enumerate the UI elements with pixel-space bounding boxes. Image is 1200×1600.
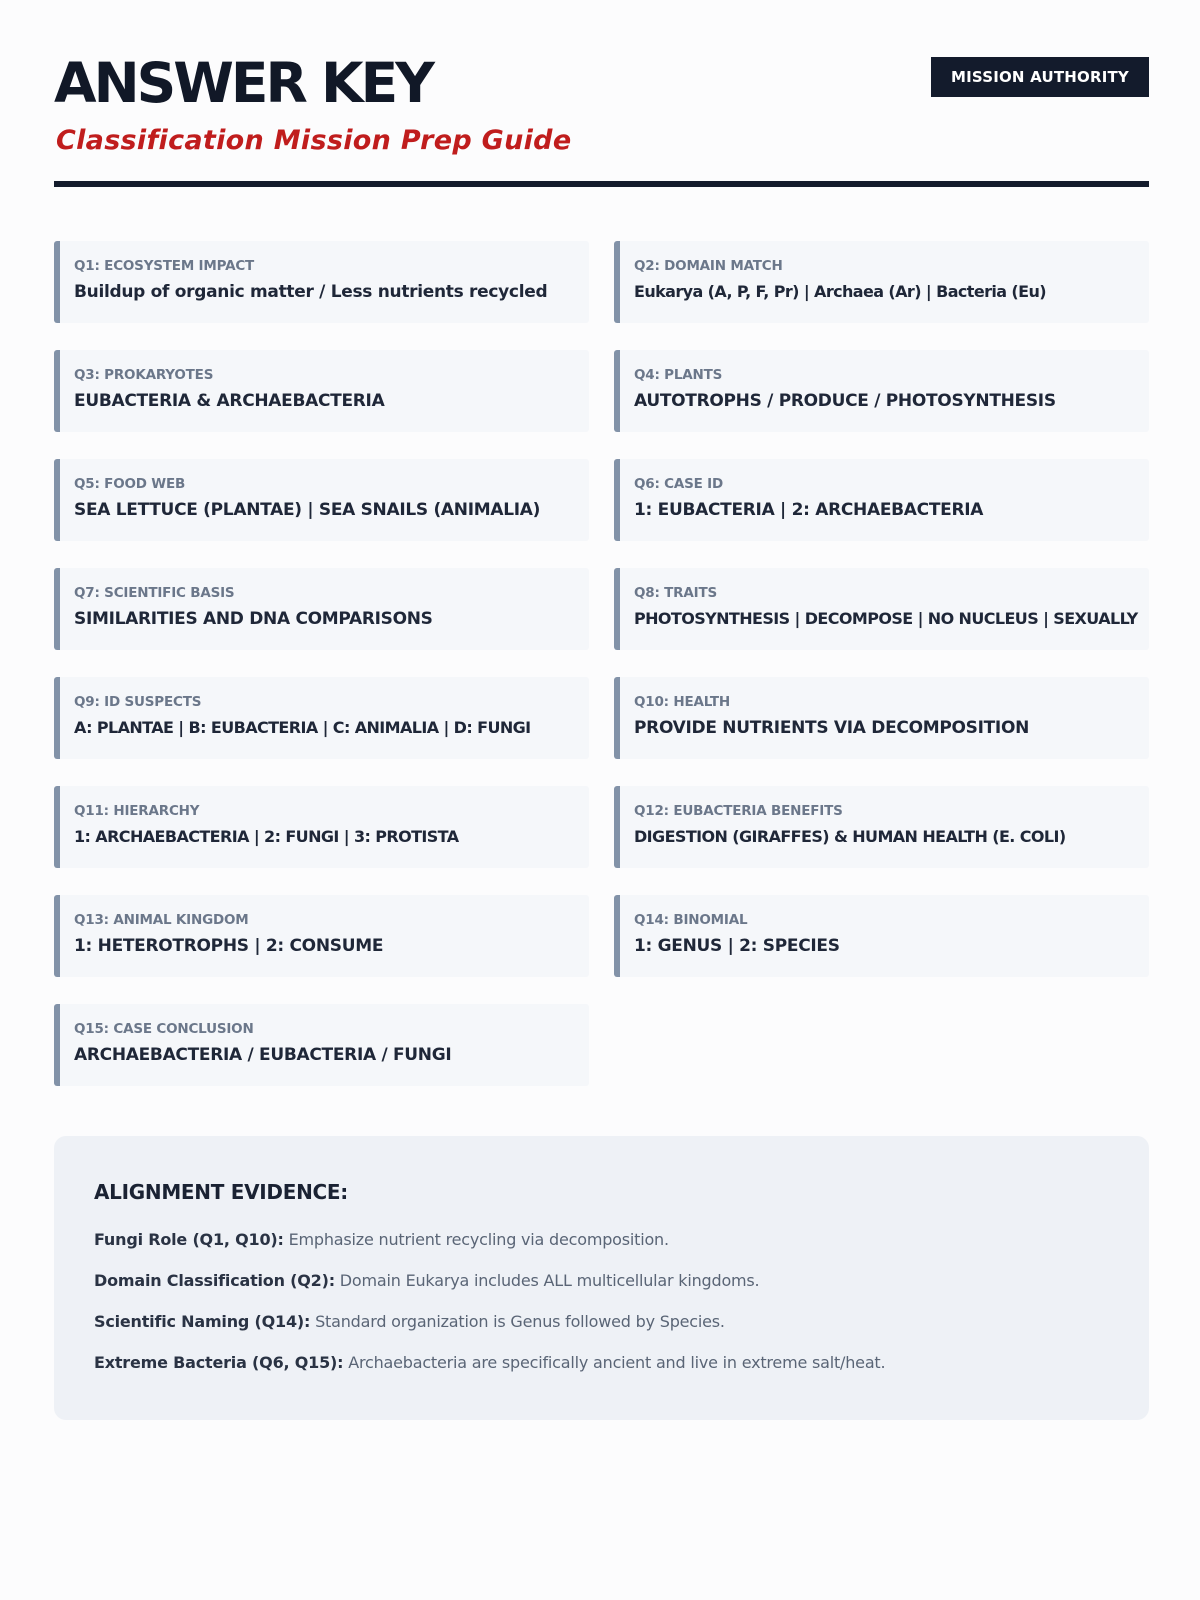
evidence-item	[94, 1271, 1109, 1291]
answer-card-q15	[54, 1004, 589, 1086]
question-label: Q3: PROKARYOTES	[74, 367, 214, 383]
evidence-item	[94, 1230, 1109, 1250]
question-label: Q10: HEALTH	[634, 694, 731, 710]
answer-card-q5	[54, 459, 589, 541]
evidence-text: Emphasize nutrient recycling via decomposition.	[283, 1230, 669, 1249]
evidence-item	[94, 1312, 1109, 1332]
evidence-text: Archaebacteria are specifically ancient and live in extreme salt/heat.	[343, 1353, 886, 1372]
answer-text: PHOTOSYNTHESIS | DECOMPOSE | NO NUCLEUS | SEXUALLY	[634, 609, 1138, 628]
question-label: Q1: ECOSYSTEM IMPACT	[74, 258, 255, 274]
question-label: Q14: BINOMIAL	[634, 912, 748, 928]
question-label: Q7: SCIENTIFIC BASIS	[74, 585, 235, 601]
evidence-term: Fungi Role (Q1, Q10):	[94, 1230, 284, 1249]
answer-text: EUBACTERIA & ARCHAEBACTERIA	[74, 391, 385, 411]
answer-card-q9	[54, 677, 589, 759]
answer-card-q2	[614, 241, 1149, 323]
alignment-evidence-panel	[54, 1136, 1149, 1420]
answer-text: AUTOTROPHS / PRODUCE / PHOTOSYNTHESIS	[634, 391, 1056, 411]
question-label: Q9: ID SUSPECTS	[74, 694, 202, 710]
answer-card-q12	[614, 786, 1149, 868]
answer-text: DIGESTION (GIRAFFES) & HUMAN HEALTH (E. COLI)	[634, 827, 1066, 846]
question-label: Q2: DOMAIN MATCH	[634, 258, 783, 274]
header	[54, 0, 1149, 187]
page-subtitle: Classification Mission Prep Guide	[56, 125, 572, 156]
evidence-term: Extreme Bacteria (Q6, Q15):	[94, 1353, 344, 1372]
answer-text: Eukarya (A, P, F, Pr) | Archaea (Ar) | Bacteria (Eu)	[634, 282, 1046, 301]
answer-card-q14	[614, 895, 1149, 977]
question-label: Q8: TRAITS	[634, 585, 717, 601]
answer-card-q13	[54, 895, 589, 977]
answer-card-q8	[614, 568, 1149, 650]
answer-card-q1	[54, 241, 589, 323]
answer-card-q11	[54, 786, 589, 868]
evidence-title: ALIGNMENT EVIDENCE:	[94, 1180, 348, 1204]
evidence-text: Standard organization is Genus followed by Species.	[310, 1312, 725, 1331]
answer-text: 1: HETEROTROPHS | 2: CONSUME	[74, 936, 384, 956]
answer-text: Buildup of organic matter / Less nutrients recycled	[74, 282, 548, 302]
answer-text: ARCHAEBACTERIA / EUBACTERIA / FUNGI	[74, 1045, 452, 1065]
evidence-term: Domain Classification (Q2):	[94, 1271, 335, 1290]
question-label: Q6: CASE ID	[634, 476, 723, 492]
answer-card-q6	[614, 459, 1149, 541]
answer-text: 1: GENUS | 2: SPECIES	[634, 936, 840, 956]
answer-text: SIMILARITIES AND DNA COMPARISONS	[74, 609, 433, 629]
question-label: Q15: CASE CONCLUSION	[74, 1021, 254, 1037]
answer-text: A: PLANTAE | B: EUBACTERIA | C: ANIMALIA | D: FUNGI	[74, 718, 531, 737]
answer-card-q10	[614, 677, 1149, 759]
answer-card-q3	[54, 350, 589, 432]
question-label: Q4: PLANTS	[634, 367, 723, 383]
answer-text: PROVIDE NUTRIENTS VIA DECOMPOSITION	[634, 718, 1030, 738]
answer-grid	[54, 241, 1149, 1086]
evidence-text: Domain Eukarya includes ALL multicellular kingdoms.	[334, 1271, 760, 1290]
answer-text: 1: ARCHAEBACTERIA | 2: FUNGI | 3: PROTISTA	[74, 827, 459, 846]
question-label: Q5: FOOD WEB	[74, 476, 186, 492]
header-divider	[54, 181, 1149, 187]
question-label: Q11: HIERARCHY	[74, 803, 200, 819]
question-label: Q13: ANIMAL KINGDOM	[74, 912, 249, 928]
evidence-item	[94, 1353, 1109, 1373]
mission-authority-badge: MISSION AUTHORITY	[931, 57, 1149, 97]
answer-card-q4	[614, 350, 1149, 432]
answer-text: SEA LETTUCE (PLANTAE) | SEA SNAILS (ANIMALIA)	[74, 500, 541, 520]
answer-key-page	[54, 0, 1149, 1372]
answer-card-q7	[54, 568, 589, 650]
answer-text: 1: EUBACTERIA | 2: ARCHAEBACTERIA	[634, 500, 984, 520]
question-label: Q12: EUBACTERIA BENEFITS	[634, 803, 843, 819]
evidence-term: Scientific Naming (Q14):	[94, 1312, 311, 1331]
page-title: ANSWER KEY	[54, 51, 432, 115]
